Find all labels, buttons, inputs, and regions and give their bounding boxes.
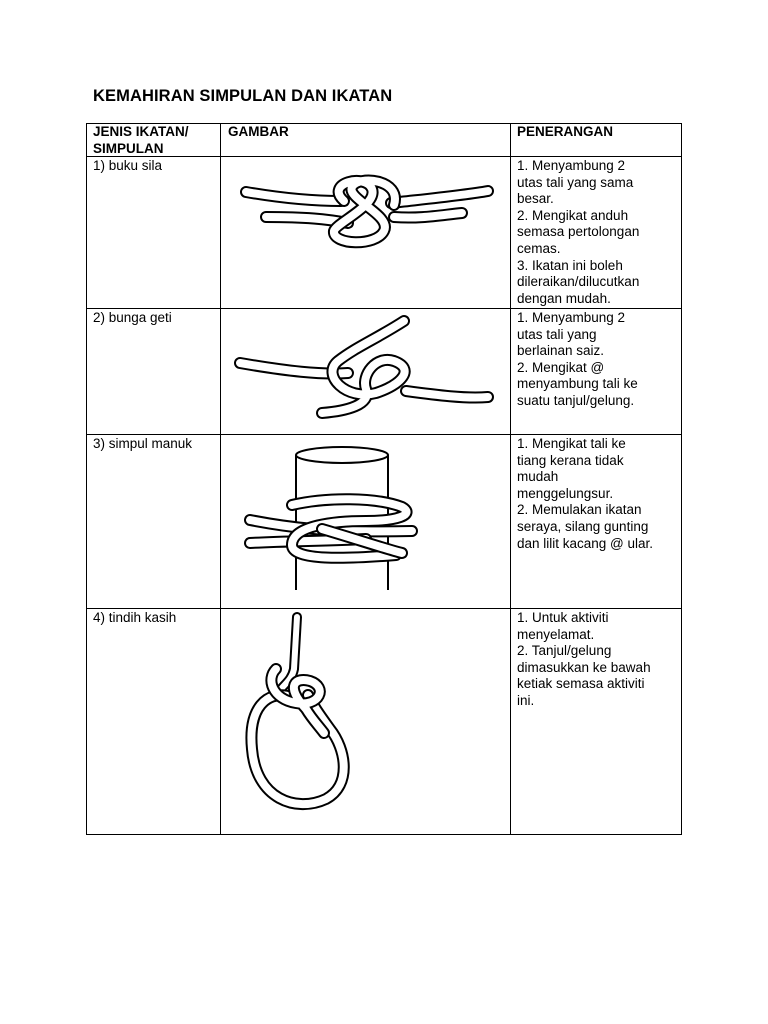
column-divider-2 xyxy=(510,123,511,835)
explanation-line: besar. xyxy=(517,191,554,207)
explanation-line: dan lilit kacang @ ular. xyxy=(517,535,654,551)
explanation-line: 1. Untuk aktiviti xyxy=(517,610,609,625)
sheet-bend-icon xyxy=(226,309,506,433)
row-explanation-bowline xyxy=(517,610,651,710)
explanation-line: menggelungsur. xyxy=(517,485,614,501)
header-type-line1: JENIS IKATAN/ xyxy=(93,124,189,139)
explanation-line: 2. Memulakan ikatan xyxy=(517,502,642,518)
reef-knot-illustration xyxy=(226,157,506,307)
table-border-right xyxy=(681,123,682,835)
header-type-line2: SIMPULAN xyxy=(93,140,164,156)
explanation-line: berlainan saiz. xyxy=(517,343,605,359)
bowline-icon xyxy=(226,609,406,833)
explanation-line: 2. Mengikat @ xyxy=(517,359,605,375)
explanation-line: cemas. xyxy=(517,240,561,256)
sheet-bend-illustration xyxy=(226,309,506,433)
explanation-line: tiang kerana tidak xyxy=(517,452,624,468)
explanation-line: dileraikan/dilucutkan xyxy=(517,274,640,290)
row-name-reef-knot: 1) buku sila xyxy=(93,158,163,173)
knots-table xyxy=(86,123,682,835)
header-type xyxy=(93,124,189,157)
explanation-line: 1. Menyambung 2 xyxy=(517,158,626,173)
explanation-line: ketiak semasa aktiviti xyxy=(517,676,645,692)
row-explanation-clove-hitch xyxy=(517,436,653,552)
explanation-line: ini. xyxy=(517,692,535,708)
bowline-illustration xyxy=(226,609,406,833)
explanation-line: utas tali yang sama xyxy=(517,174,634,190)
header-picture: GAMBAR xyxy=(228,124,289,139)
explanation-line: menyambung tali ke xyxy=(517,376,638,392)
explanation-line: 3. Ikatan ini boleh xyxy=(517,257,623,273)
header-explanation: PENERANGAN xyxy=(517,124,614,139)
explanation-line: 1. Mengikat tali ke xyxy=(517,436,626,451)
clove-hitch-icon xyxy=(226,435,454,607)
row-name-sheet-bend: 2) bunga geti xyxy=(93,310,172,325)
explanation-line: 1. Menyambung 2 xyxy=(517,310,626,325)
reef-knot-icon xyxy=(226,157,506,307)
page-title: KEMAHIRAN SIMPULAN DAN IKATAN xyxy=(93,87,393,105)
explanation-line: utas tali yang xyxy=(517,326,597,342)
explanation-line: mudah xyxy=(517,469,559,485)
explanation-line: semasa pertolongan xyxy=(517,224,640,240)
row-name-bowline: 4) tindih kasih xyxy=(93,610,177,625)
row-explanation-sheet-bend xyxy=(517,310,638,410)
explanation-line: 2. Tanjul/gelung xyxy=(517,643,612,659)
explanation-line: 2. Mengikat anduh xyxy=(517,207,629,223)
explanation-line: dengan mudah. xyxy=(517,290,611,306)
explanation-line: seraya, silang gunting xyxy=(517,518,649,534)
row-explanation-reef-knot xyxy=(517,158,639,307)
explanation-line: suatu tanjul/gelung. xyxy=(517,392,635,408)
table-border-bottom xyxy=(86,834,682,835)
clove-hitch-illustration xyxy=(226,435,454,607)
column-divider-1 xyxy=(220,123,221,835)
explanation-line: menyelamat. xyxy=(517,626,595,642)
table-border-left xyxy=(86,123,87,835)
explanation-line: dimasukkan ke bawah xyxy=(517,659,651,675)
row-name-clove-hitch: 3) simpul manuk xyxy=(93,436,193,451)
